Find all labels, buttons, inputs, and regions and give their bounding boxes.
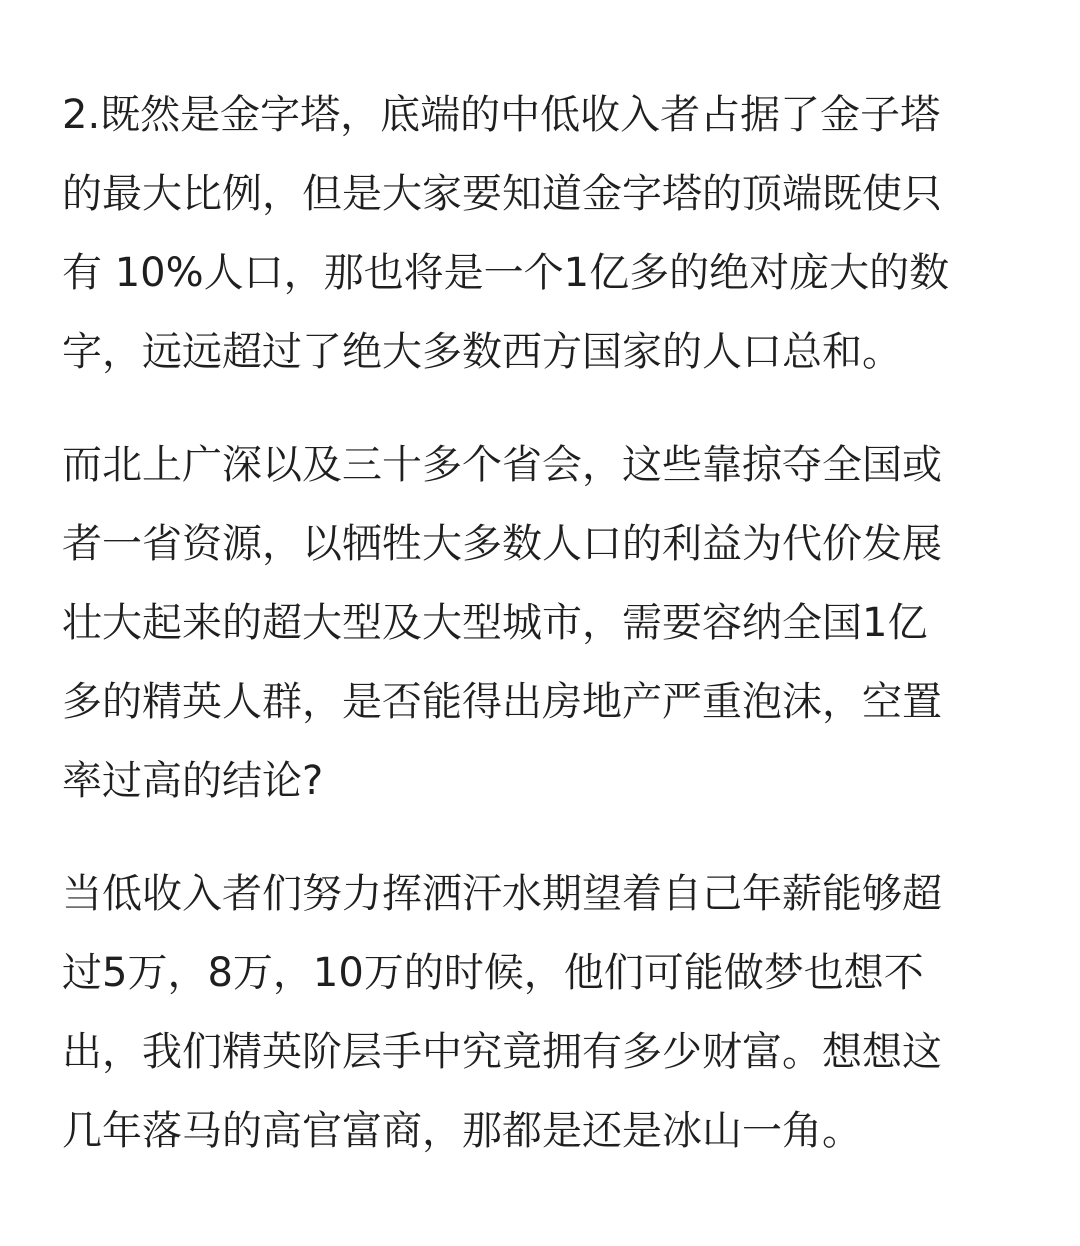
text-line: 几年落马的高官富商，那都是还是冰山一角。 <box>62 1108 862 1154</box>
paragraph-2 <box>62 426 1012 821</box>
text-line: 而北上广深以及三十多个省会，这些靠掠夺全国或 <box>62 442 942 488</box>
text-line: 过5万，8万，10万的时候，他们可能做梦也想不 <box>62 950 924 996</box>
text-line: 率过高的结论? <box>62 758 324 804</box>
text-line: 有 10%人口，那也将是一个1亿多的绝对庞大的数 <box>62 250 950 296</box>
text-line: 者一省资源，以牺牲大多数人口的利益为代价发展 <box>62 521 942 567</box>
text-line: 当低收入者们努力挥洒汗水期望着自己年薪能够超 <box>62 871 942 917</box>
text-line: 的最大比例，但是大家要知道金字塔的顶端既使只 <box>62 171 942 217</box>
text-line: 字，远远超过了绝大多数西方国家的人口总和。 <box>62 329 902 375</box>
paragraph-1 <box>62 76 1012 392</box>
text-line: 出，我们精英阶层手中究竟拥有多少财富。想想这 <box>62 1029 942 1075</box>
paragraph-3 <box>62 855 1012 1171</box>
text-line: 2.既然是金字塔，底端的中低收入者占据了金子塔 <box>62 92 941 138</box>
article-body <box>62 76 1012 1205</box>
text-line: 壮大起来的超大型及大型城市，需要容纳全国1亿 <box>62 600 928 646</box>
text-line: 多的精英人群，是否能得出房地产严重泡沫，空置 <box>62 679 942 725</box>
